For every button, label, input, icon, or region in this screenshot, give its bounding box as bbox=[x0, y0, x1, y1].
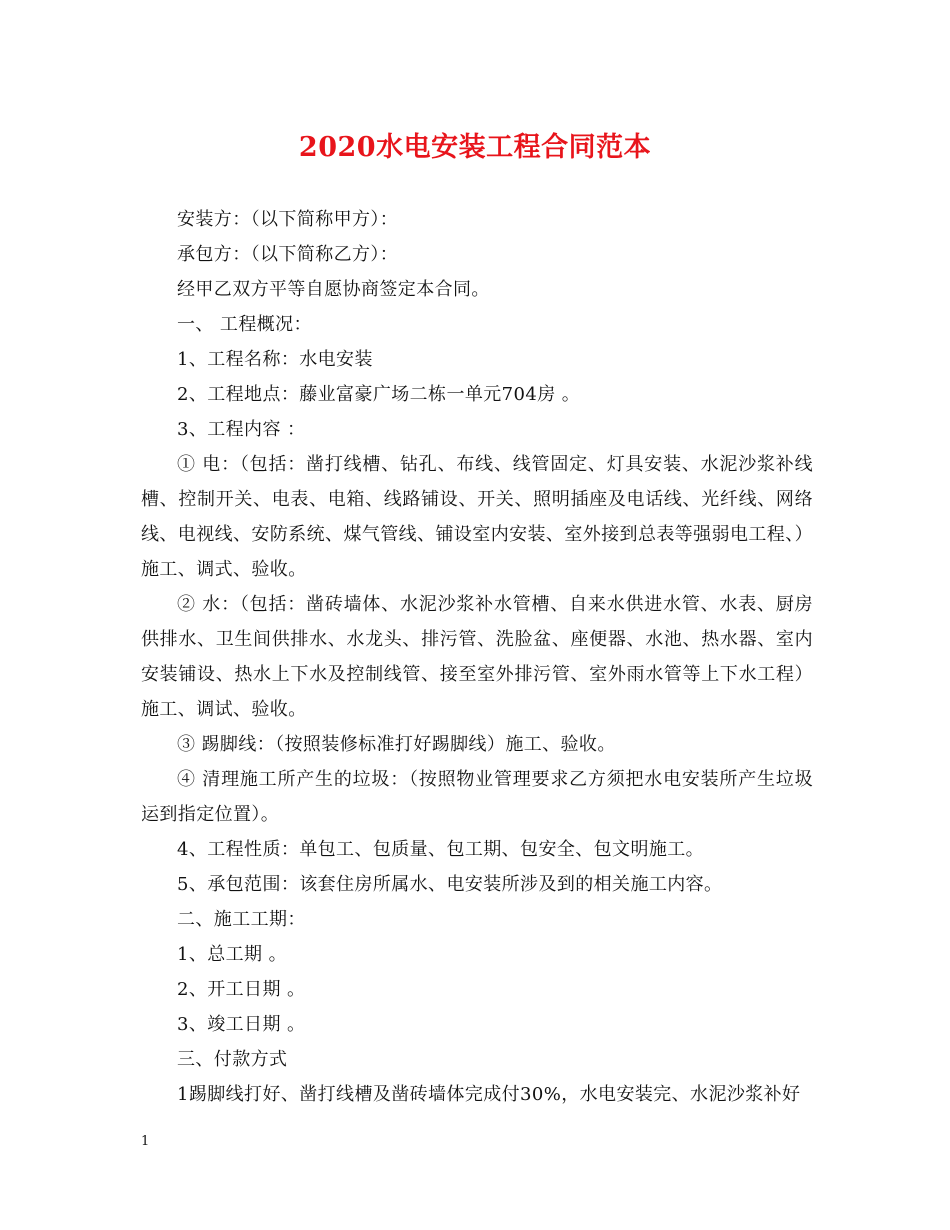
project-content-heading: 3、工程内容 ： bbox=[177, 419, 306, 440]
page-number: 1 bbox=[141, 1134, 150, 1149]
party-a-line: 安装方：（以下简称甲方）： bbox=[177, 209, 399, 230]
start-date: 2、开工日期 。 bbox=[177, 979, 306, 1000]
project-location: 2、工程地点：藤业富豪广场二栋一单元704房 。 bbox=[177, 384, 581, 405]
waste-cleanup-item: ④ 清理施工所产生的垃圾：（按照物业管理要求乙方须把水电安装所产生垃圾运到指定位置）。 bbox=[141, 769, 813, 825]
agreement-statement: 经甲乙双方平等自愿协商签定本合同。 bbox=[177, 279, 490, 300]
project-nature: 4、工程性质：单包工、包质量、包工期、包安全、包文明施工。 bbox=[177, 839, 705, 860]
total-duration: 1、总工期 。 bbox=[177, 944, 287, 965]
completion-date: 3、竣工日期 。 bbox=[177, 1014, 306, 1035]
section-heading-payment: 三、付款方式 bbox=[177, 1049, 288, 1070]
payment-term: 1踢脚线打好、凿打线槽及凿砖墙体完成付30%，水电安装完、水泥沙浆补好 bbox=[177, 1084, 801, 1105]
electrical-work-item: ① 电：（包括：凿打线槽、钻孔、布线、线管固定、灯具安装、水泥沙浆补线槽、控制开关、电表、电箱、线路铺设、开关、照明插座及电话线、光纤线、网络线、电视线、安防系统、煤气管线、铺设室内安装、室外接到总表等强弱电工程、）施工、调式、验收。 bbox=[141, 454, 813, 580]
section-heading-schedule: 二、施工工期： bbox=[177, 909, 306, 930]
plumbing-work-item: ② 水：（包括：凿砖墙体、水泥沙浆补水管槽、自来水供进水管、水表、厨房供排水、卫生间供排水、水龙头、排污管、洗脸盆、座便器、水池、热水器、室内安装铺设、热水上下水及控制线管、接至室外排污管、室外雨水管等上下水工程）施工、调试、验收。 bbox=[141, 594, 813, 720]
section-heading-overview: 一、 工程概况： bbox=[177, 314, 312, 335]
project-name: 1、工程名称：水电安装 bbox=[177, 349, 373, 370]
document-title: 2020水电安装工程合同范本 bbox=[298, 132, 652, 163]
contract-body bbox=[141, 202, 813, 1112]
party-b-line: 承包方：（以下简称乙方）： bbox=[177, 244, 399, 265]
skirting-work-item: ③ 踢脚线：（按照装修标准打好踢脚线）施工、验收。 bbox=[177, 734, 616, 755]
contract-scope: 5、承包范围：该套住房所属水、电安装所涉及到的相关施工内容。 bbox=[177, 874, 723, 895]
